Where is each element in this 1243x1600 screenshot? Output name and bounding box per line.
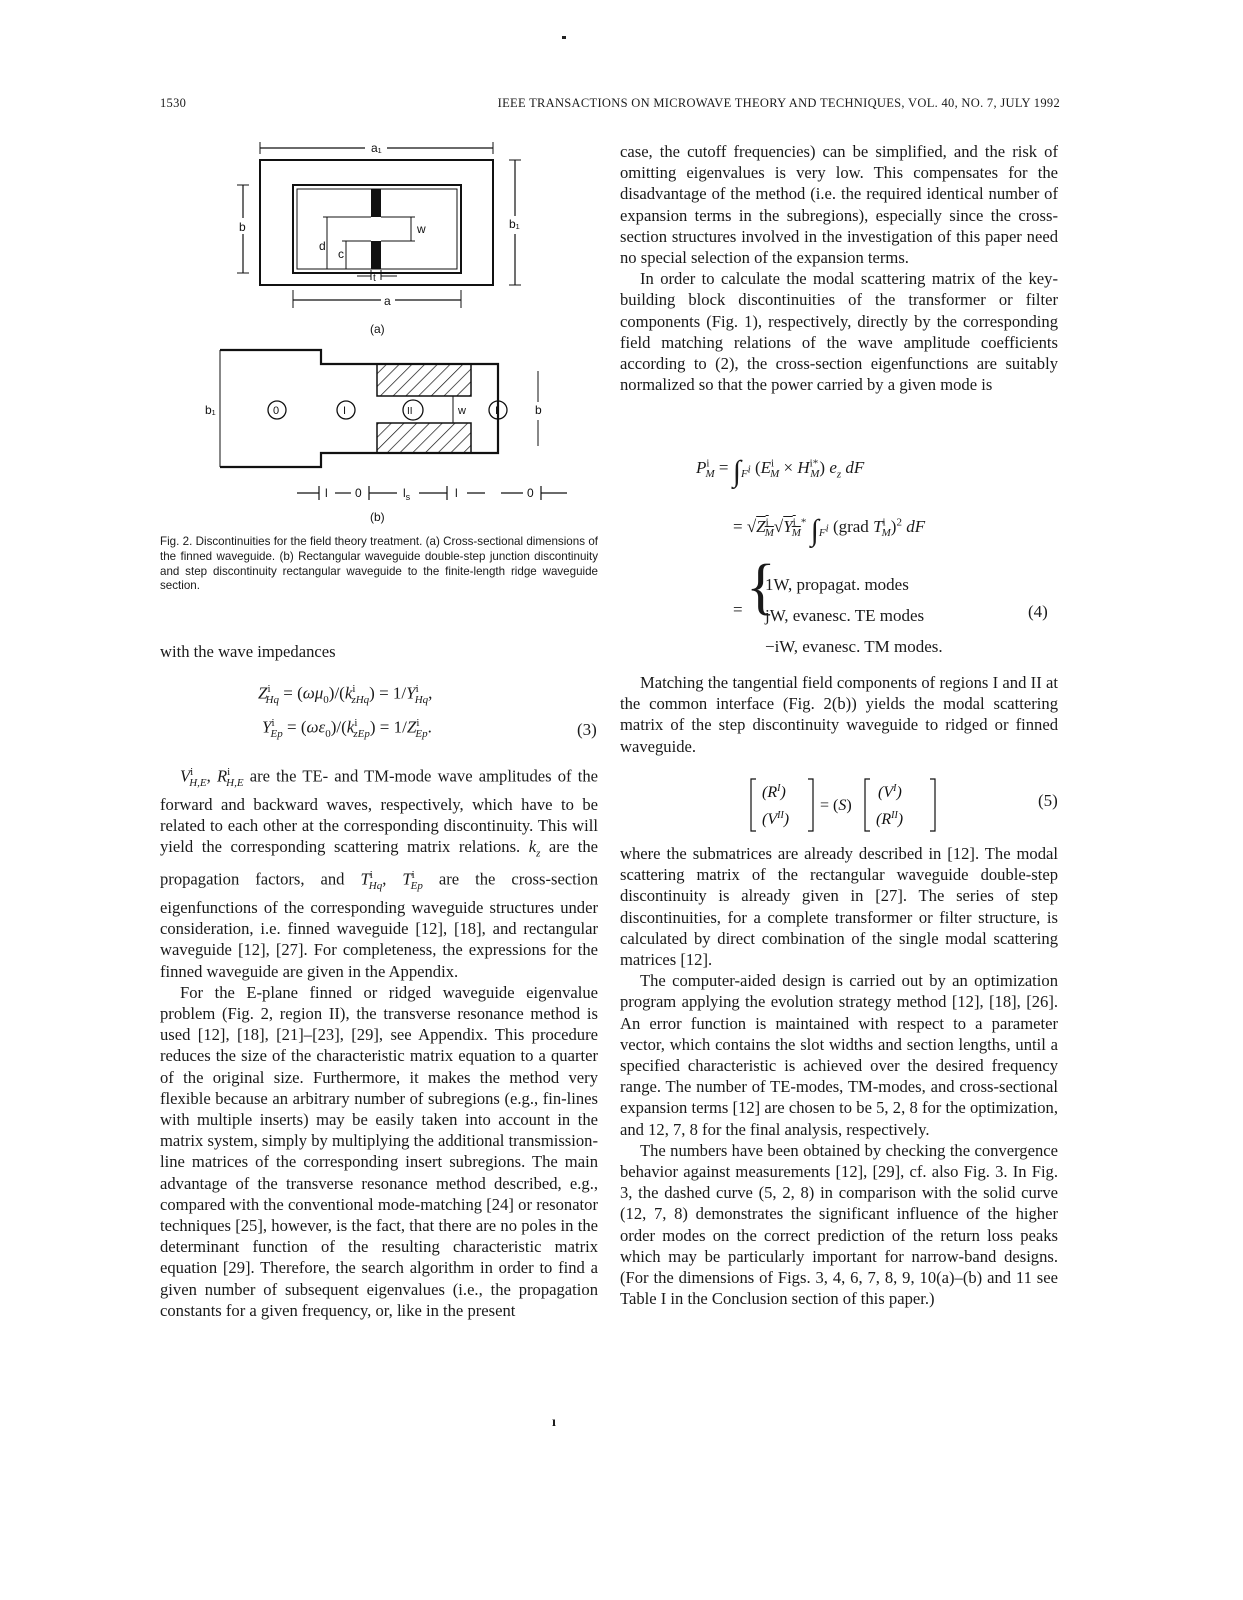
figure-2-caption: Fig. 2. Discontinuities for the field theory treatment. (a) Cross-sectional dimensions of the finned waveguide. (b) Rectangular waveguide double-step junction discontinuity and step discontinuity rectangular waveguide to the finite-length ridge waveguide section. (160, 535, 598, 593)
svg-text:(RII): $(R^{II})$ (876, 810, 904, 828)
dim-zero-right: 0 (527, 486, 534, 500)
wave-impedances-intro: with the wave impedances (160, 642, 336, 661)
right-column-top (620, 141, 1058, 395)
subfigure-label-b: (b) (370, 510, 385, 524)
figure-2 (205, 138, 605, 528)
region-0: 0 (273, 405, 280, 417)
equation-5 (750, 777, 950, 838)
equation-4-brace: { (746, 553, 776, 621)
left-paragraph-1: $V^i_{H,E}$, $R^i_{H,E}$ are the TE- and TM-mode wave amplitudes of the forward and backward waves, respectively, which have to be related to each other at the corresponding discontinuity. This will yield the corresponding scattering matrix relations. $k_z$ are the propagation factors, and $T^i_{Hq}$, $T^i_{Ep}$ are the cross-section eigenfunctions of the corresponding waveguide structures under consideration, i.e. finned waveguide [12], [18], and rectangular waveguide [12], [27]. For completeness, the expressions for the finned waveguide are given in the Appendix. For the E-plane finned or ridged waveguide eigenvalue problem (Fig. 2, region II), the transverse resonance method is used [12], [18], [21]–[23], [29], see Appendix. This procedure reduces the size of the characteristic matrix equation to a quarter of the original size. Furthermore, it makes the method very flexible because an arbitrary number of subregions (e.g., fin-lines with multiple inserts) may be easily taken into account in the matrix system, simply by multiplying the additional transmission-line matrices of the corresponding insert subregions. The main advantage of the transverse resonance method described, e.g., compared with the conventional mode-matching [24] or resonator techniques [25], however, is the fact, that there are no poles in the determinant function of the resulting characteristic matrix equation [29]. Therefore, the search algorithm in order to find a given number of subsequent eigenvalues (i.e., the propagation constants for a given frequency, or, like in the present (160, 766, 599, 1320)
scan-speck (562, 36, 566, 39)
equation-4-line-1: $P^i_M = \int_{F^i}$ $(E^i_M \times H^{i*}_M)$ $e_z$ dF (696, 455, 865, 488)
svg-text:(RI): $(R^I)$ (762, 783, 786, 801)
right-paragraph-3: where the submatrices are already described in [12]. The modal scattering matrix of the rectangular waveguide double-step discontinuity is already given in [27]. The series of step discontinuities, for a complete transformer or filter structure, is calculated by direct combination of the single modal scattering matrices [12]. (620, 844, 1058, 970)
right-paragraph-2: Matching the tangential field components of regions I and II at the common interface (Fig. 2(b)) yields the modal scattering matrix of the step discontinuity waveguide to ridged or finned waveguide. (620, 673, 1058, 756)
label-gap-w: w (458, 405, 466, 417)
left-paragraph-2: For the E-plane finned or ridged waveguide eigenvalue problem (Fig. 2, region II), the transverse resonance method is used [12], [18], [21]–[23], [29], see Appendix. This procedure reduces the size of the characteristic matrix equation to a quarter of the original size. Furthermore, it makes the method very flexible because an arbitrary number of subregions (e.g., fin-lines with multiple inserts) may be easily taken into account in the matrix system, simply by multiplying the additional transmission-line matrices of the corresponding insert subregions. The main advantage of the transverse resonance method described, e.g., compared with the conventional mode-matching [24] or resonator techniques [25], however, is the fact, that there are no poles in the determinant function of the resulting characteristic matrix equation [29]. Therefore, the search algorithm in order to find a given number of subsequent eigenvalues (i.e., the propagation constants for a given frequency, or, like in the present (160, 982, 598, 1320)
region-1-right: I (495, 405, 499, 417)
dim-ls: $l_s$ (403, 486, 411, 502)
region-2: II (407, 406, 413, 417)
equation-4-number: (4) (1028, 602, 1048, 621)
upper-ridge (377, 364, 471, 396)
dim-zero-left: 0 (355, 486, 362, 500)
upper-fin (371, 189, 381, 217)
right-paragraph-4: The computer-aided design is carried out by an optimization program applying the evolution strategy method [12], [18], [26]. An error function is maintained with respect to a parameter vector, which contains the slot widths and section lengths, until a specified characteristic is achieved over the desired frequency range. The number of TE-modes, TM-modes, and cross-sectional expansion terms [12] are chosen to be 5, 2, 8 for the optimization, and 12, 7, 8 for the final analysis, respectively. (620, 971, 1058, 1139)
subfigure-label-a: (a) (370, 322, 385, 336)
svg-text:(VI): $(V^I)$ (878, 783, 902, 801)
label-b1-side: b₁ (205, 403, 216, 417)
svg-text:(VII): $(V^{II})$ (762, 810, 790, 828)
equation-4-cases: 1W, propagat. modes jW, evanesc. TE modes −iW, evanesc. TM modes. (765, 575, 943, 656)
label-a1: a₁ (371, 141, 382, 155)
label-t: t (373, 273, 376, 284)
dim-l-left: l (325, 486, 328, 500)
region-1-left: I (343, 405, 347, 417)
equation-4-line-2: = $√Z^i_M√Y^i_M^*$ $\int_{F^i}$ (grad $T^i_M)^2$ dF (733, 514, 926, 547)
right-paragraph-0: case, the cutoff frequencies) can be simplified, and the risk of omitting eigenvalues is very low. This compensates for the disadvantage of the method (i.e. the required identical number of expansion terms in the subregions), especially since the cross-section structures involved in the investigation of this paper need no special selection of the expansion terms. (620, 142, 1058, 268)
figure-2-drawing (205, 138, 605, 528)
label-d: d (319, 239, 326, 253)
right-paragraph-5: The numbers have been obtained by checking the convergence behavior against measurements [12], [29], cf. also Fig. 3. In Fig. 3, the dashed curve (5, 2, 8) in comparison with the solid curve (12, 7, 8) demonstrates the significant influence of the higher order modes on the correct prediction of the return loss peaks which may be particularly important for narrow-band designs. (For the dimensions of Figs. 3, 4, 6, 7, 8, 9, 10(a)–(b) and 11 see Table I in the Conclusion section of this paper.) (620, 1140, 1058, 1309)
label-w: w (417, 222, 426, 236)
footer-mark: ı (552, 1415, 556, 1430)
lower-ridge (377, 423, 471, 453)
label-b1: b₁ (509, 217, 520, 231)
label-b: b (239, 220, 246, 234)
running-header (160, 96, 1060, 116)
svg-text:= (S): = (S) (820, 797, 852, 814)
equation-3-line-2: $Y^i_{Ep} = (\omega\varepsilon_0)/(k^i_{zEp}) = 1/Z^i_{Ep}$. (262, 717, 432, 741)
equation-3-number: (3) (577, 720, 597, 739)
label-c: c (338, 247, 344, 261)
label-b-side: b (535, 403, 542, 417)
equation-5-number: (5) (1038, 791, 1058, 810)
label-a: a (384, 294, 391, 308)
dim-l-right: l (455, 486, 458, 500)
lower-fin (371, 241, 381, 269)
right-column-bottom (620, 843, 1058, 1309)
page-number: 1530 (160, 96, 187, 110)
journal-title: IEEE TRANSACTIONS ON MICROWAVE THEORY AND TECHNIQUES, VOL. 40, NO. 7, JULY 1992 (497, 96, 1060, 110)
equation-3-line-1: $Z^i_{Hq} = (\omega\mu_0)/(k^i_{zHq}) = 1/Y^i_{Hq}$, (258, 683, 433, 707)
right-paragraph-1: In order to calculate the modal scattering matrix of the key-building block discontinuities of the transformer or filter components (Fig. 1), respectively, directly by the corresponding field matching relations of the wave amplitude coefficients according to (2), the cross-section eigenfunctions are suitably normalized so that the power carried by a given mode is (620, 269, 1058, 395)
